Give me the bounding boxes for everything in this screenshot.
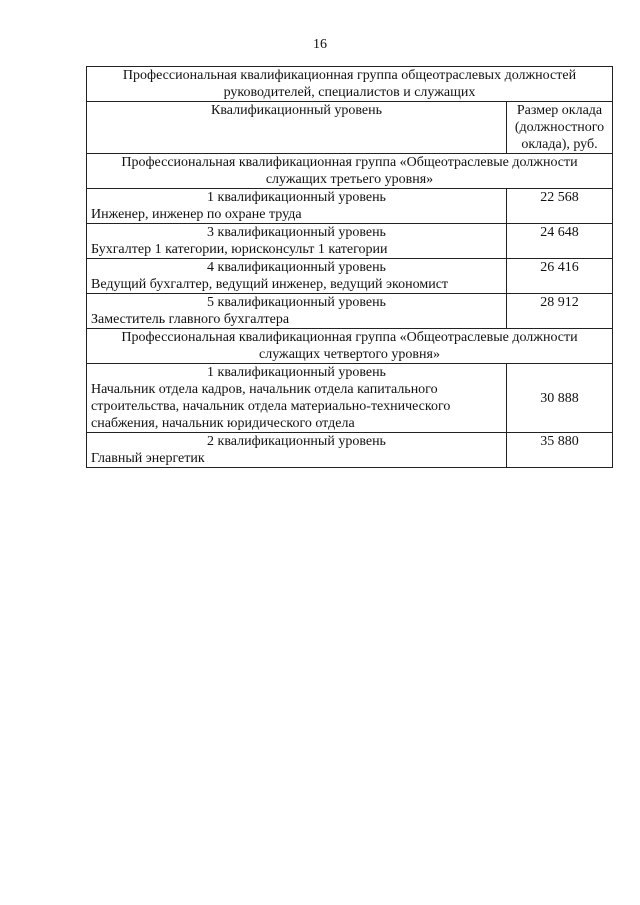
group-title: Профессиональная квалификационная группа «Общеотраслевые должности служащих четвертого уровня» [87, 329, 613, 364]
level-title: 5 квалификационный уровень [207, 295, 386, 310]
table-row [87, 294, 613, 329]
level-title: 4 квалификационный уровень [207, 260, 386, 275]
level-cell [87, 294, 507, 329]
salary-amount: 28 912 [507, 294, 613, 329]
salary-table [86, 66, 613, 468]
level-title: 1 квалификационный уровень [207, 190, 386, 205]
level-cell [87, 259, 507, 294]
table-row [87, 224, 613, 259]
level-title: 1 квалификационный уровень [207, 365, 386, 380]
positions-text: Ведущий бухгалтер, ведущий инженер, ведущий экономист [91, 277, 449, 292]
table-title-row [87, 67, 613, 102]
table-row [87, 364, 613, 433]
level-title: 2 квалификационный уровень [207, 434, 386, 449]
salary-amount: 24 648 [507, 224, 613, 259]
table-row [87, 259, 613, 294]
page-number: 16 [313, 37, 327, 52]
level-cell [87, 189, 507, 224]
header-row [87, 102, 613, 154]
group-title: Профессиональная квалификационная группа «Общеотраслевые должности служащих третьего уровня» [87, 154, 613, 189]
group-row [87, 154, 613, 189]
positions-text: Инженер, инженер по охране труда [91, 207, 302, 222]
level-cell [87, 433, 507, 468]
header-level: Квалификационный уровень [87, 102, 507, 154]
level-title: 3 квалификационный уровень [207, 225, 386, 240]
positions-text: Заместитель главного бухгалтера [91, 312, 290, 327]
group-row [87, 329, 613, 364]
level-cell [87, 364, 507, 433]
salary-amount: 26 416 [507, 259, 613, 294]
salary-amount: 22 568 [507, 189, 613, 224]
positions-text: Бухгалтер 1 категории, юрисконсульт 1 категории [91, 242, 388, 257]
header-salary: Размер оклада (должностного оклада), руб. [507, 102, 613, 154]
positions-text: Начальник отдела кадров, начальник отдела капитального строительства, начальник отдела материально-технического снабжения, начальник юридического отдела [91, 382, 451, 431]
table-title: Профессиональная квалификационная группа общеотраслевых должностей руководителей, специалистов и служащих [87, 67, 613, 102]
positions-text: Главный энергетик [91, 451, 205, 466]
level-cell [87, 224, 507, 259]
table-row [87, 189, 613, 224]
salary-amount: 30 888 [507, 364, 613, 433]
table-row [87, 433, 613, 468]
salary-amount: 35 880 [507, 433, 613, 468]
